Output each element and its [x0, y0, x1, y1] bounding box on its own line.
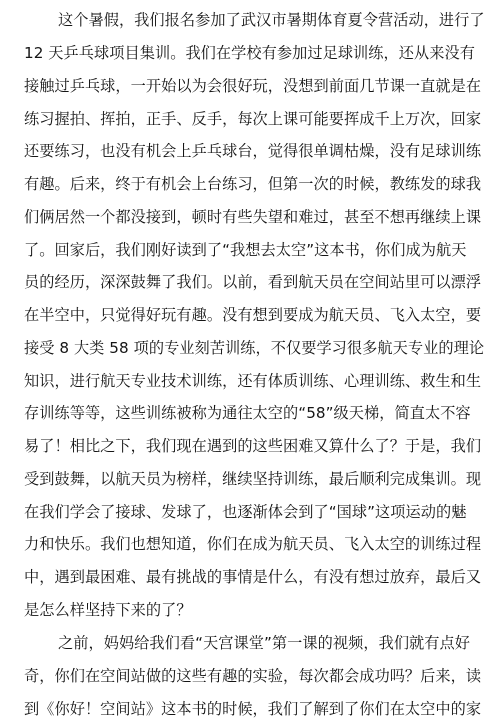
paragraph-first-line: 这个暑假，我们报名参加了武汉市暑期体育夏令营活动，进行了 — [58, 11, 485, 29]
paragraph-line: 还要练习，也没有机会上乒乓球台，觉得很单调枯燥，没有足球训练 — [24, 142, 482, 160]
paragraph-line: 练习握拍、挥拍，正手、反手，每次上课可能要挥成千上万次，回家 — [24, 110, 482, 128]
paragraph-line: 知识，进行航天专业技术训练，还有体质训练、心理训练、救生和生 — [24, 372, 482, 390]
paragraph-line: 在我们学会了接球、发球了，也逐渐体会到了“国球”这项运动的魅 — [24, 503, 467, 521]
paragraph-line: 们俩居然一个都没接到，顿时有些失望和难过，甚至不想再继续上课 — [24, 208, 482, 226]
paragraph-line: 易了！相比之下，我们现在遇到的这些困难又算什么了？于是，我们 — [24, 437, 482, 455]
paragraph-first-line: 之前，妈妈给我们看“天宫课堂”第一课的视频，我们就有点好 — [58, 634, 471, 652]
paragraph-line: 在半空中，只觉得好玩有趣。没有想到要成为航天员、飞入太空，要 — [24, 306, 482, 324]
paragraph-line: 到《你好！空间站》这本书的时候，我们了解到了你们在太空中的家 — [24, 700, 482, 718]
paragraph-line: 员的经历，深深鼓舞了我们。以前，看到航天员在空间站里可以漂浮 — [24, 273, 482, 291]
paragraph-line: 接受 8 大类 58 项的专业刻苦训练，不仅要学习很多航天专业的理论 — [24, 339, 485, 357]
paragraph-line: 有趣。后来，终于有机会上台练习，但第一次的时候，教练发的球我 — [24, 175, 482, 193]
paragraph-line: 是怎么样坚持下来的了？ — [24, 601, 192, 619]
paragraph-line: 接触过乒乓球，一开始以为会很好玩，没想到前面几节课一直就是在 — [24, 77, 482, 95]
paragraph-line: 受到鼓舞，以航天员为榜样，继续坚持训练，最后顺利完成集训。现 — [24, 470, 482, 488]
paragraph-line: 了。回家后，我们刚好读到了“我想去太空”这本书，你们成为航天 — [24, 241, 467, 259]
paragraph-line: 奇，你们在空间站做的这些有趣的实验，每次都会成功吗？后来，读 — [24, 667, 482, 685]
paragraph-line: 力和快乐。我们也想知道，你们在成为航天员、飞入太空的训练过程 — [24, 535, 482, 553]
paragraph-line: 存训练等等，这些训练被称为通往太空的“58”级天梯，简直太不容 — [24, 404, 471, 422]
paragraph-line: 12 天乒乓球项目集训。我们在学校有参加过足球训练，还从来没有 — [24, 44, 475, 62]
paragraph-line: 中，遇到最困难、最有挑战的事情是什么，有没有想过放弃，最后又 — [24, 568, 482, 586]
